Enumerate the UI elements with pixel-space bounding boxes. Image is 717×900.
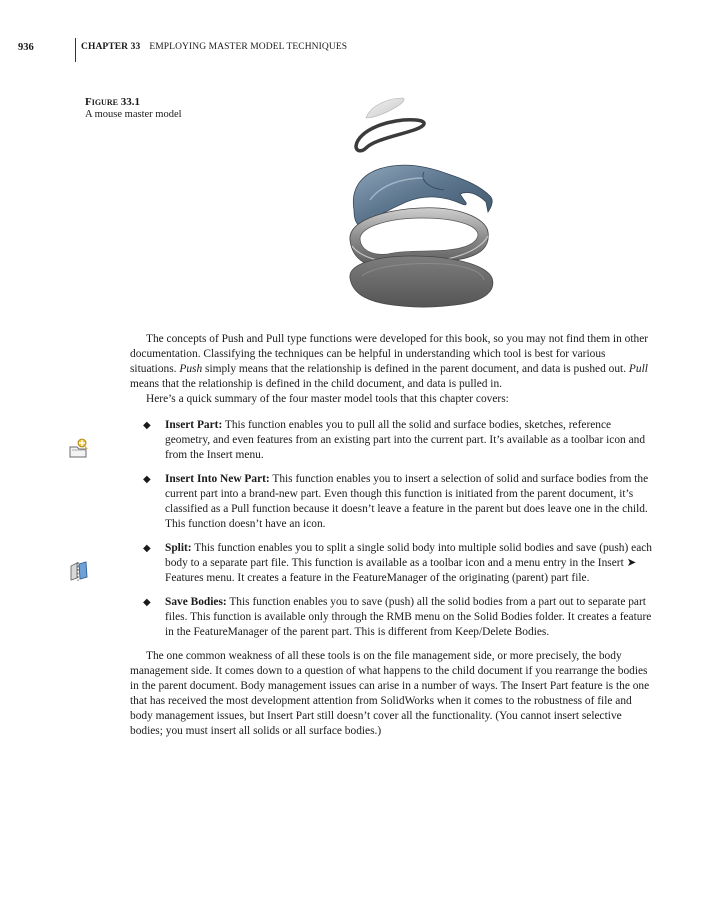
bullet-term: Save Bodies:: [165, 596, 227, 608]
intro-text-2: simply means that the relationship is defined in the parent document, and data is pushed out.: [202, 363, 629, 375]
bullet-text: This function enables you to insert a selection of solid and surface bodies from the current part into a brand-new part. Even though this function is initiated from the parent document, it’s classified as a Pull function because it doesn’t leave a feature in the parent but does leave one in the child. This function doesn’t have an icon.: [165, 473, 649, 530]
insert-part-icon: [68, 437, 90, 459]
figure-caption: [85, 96, 182, 120]
push-term: Push: [179, 363, 203, 375]
intro-text-3: means that the relationship is defined in the child document, and data is pulled in.: [130, 378, 503, 390]
bullet-term: Insert Part:: [165, 419, 223, 431]
diamond-bullet-icon: ◆: [143, 543, 151, 554]
header-divider: [75, 38, 76, 62]
chapter-title: EMPLOYING MASTER MODEL TECHNIQUES: [149, 42, 348, 52]
intro-paragraph: [130, 332, 652, 392]
list-item: [143, 472, 652, 532]
figure-caption-text: A mouse master model: [85, 109, 182, 120]
body-text: [130, 332, 652, 739]
bullet-text: This function enables you to split a single solid body into multiple solid bodies and save (push) each body to a separate part file. This function is available as a toolbar icon and a menu entry in the Insert ➤ Features menu. It creates a feature in the FeatureManager of the originating (parent) part file.: [165, 542, 653, 584]
page-number: 936: [18, 42, 34, 53]
split-icon: [68, 560, 90, 582]
bullet-text: This function enables you to save (push) all the solid bodies from a part out to separate part files. This function is available only through the RMB menu on the Solid Bodies folder. It creates a feature in the FeatureManager of the parent part. This is different from Keep/Delete Bodies.: [165, 596, 652, 638]
tool-list: [130, 418, 652, 640]
list-item: [143, 541, 653, 586]
diamond-bullet-icon: ◆: [143, 597, 151, 608]
bullet-term: Insert Into New Part:: [165, 473, 270, 485]
bullet-term: Split:: [165, 542, 192, 554]
diamond-bullet-icon: ◆: [143, 474, 151, 485]
summary-line: Here’s a quick summary of the four master model tools that this chapter covers:: [146, 393, 509, 405]
bullet-text: This function enables you to pull all the solid and surface bodies, sketches, reference geometry, and even features from an existing part into the current part. It’s available as a toolbar icon and from the Insert menu.: [165, 419, 646, 461]
diamond-bullet-icon: ◆: [143, 420, 151, 431]
list-item: [143, 418, 652, 463]
pull-term: Pull: [628, 363, 648, 375]
scroll-button-part: [366, 98, 404, 118]
closing-paragraph: The one common weakness of all these tools is on the file management side, or more precisely, the body management side. It comes down to a question of what happens to the child document if you rearrange the bodies in the parent document. Body management issues can arise in a number of ways. The Insert Part feature is the one that has received the most development attention from SolidWorks when it comes to the robustness of file and body management issues, but Insert Part still doesn’t cover all the functionality. (You cannot insert selective bodies; you must insert all solids or all surface bodies.): [130, 650, 650, 737]
intro-text-1: The concepts of Push and Pull type functions were developed for this book, so you may not find them in other documentation. Classifying the techniques can be helpful in understanding which tool is best for various situations.: [130, 333, 649, 375]
base-part: [350, 256, 493, 307]
chapter-label: CHAPTER 33: [81, 42, 141, 52]
figure-label: Figure 33.1: [85, 96, 140, 108]
mouse-master-model-figure: [340, 90, 500, 330]
list-item: [143, 595, 652, 640]
running-header: [81, 42, 347, 52]
button-frame-part: [356, 120, 424, 151]
